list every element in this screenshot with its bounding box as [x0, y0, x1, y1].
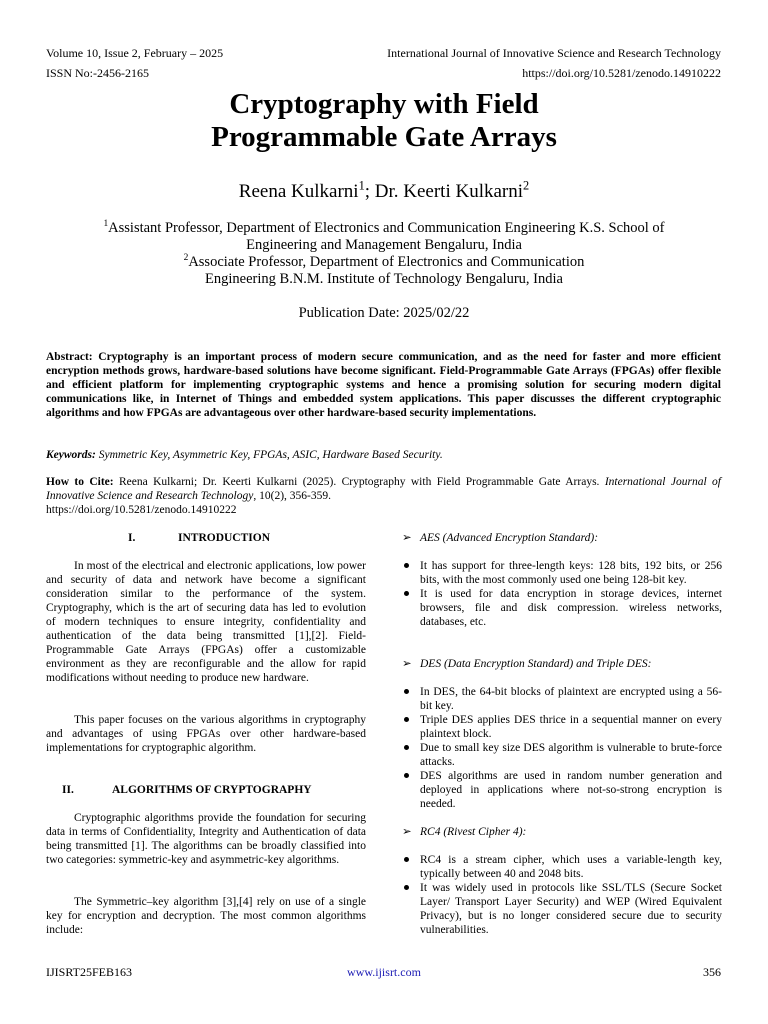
des-heading: [402, 657, 722, 671]
aes-list: [402, 559, 722, 629]
intro-p2-text: This paper focuses on the various algorithms in cryptography and advantages of using FPGAs over other hardware-based implementations for cryptographic algorithm.: [46, 714, 366, 754]
section-2-title: ALGORITHMS OF CRYPTOGRAPHY: [112, 784, 312, 796]
publication-date: Publication Date: 2025/02/22: [298, 305, 470, 321]
abstract-text: Cryptography is an important process of modern secure communication, and as the need for faster and more efficient encryption methods grows, hardware-based solutions have become significant. Field-Programmable Gate Arrays (FPGAs) offer flexible and efficient platform for implementing cryptographic systems and hence a promising solution for securing modern digital communications like, in Internet of Things and embedded system applications. This paper discusses the different cryptographic algorithms and how FPGAs are advantageous over other hardware-based security implementations.: [46, 351, 721, 419]
footer-site-link[interactable]: www.ijisrt.com: [347, 965, 421, 979]
aff-2-line-2: Engineering B.N.M. Institute of Technology Bengaluru, India: [205, 271, 563, 287]
affiliations: [0, 220, 768, 288]
list-item-text: DES algorithms are used in random number generation and deployed in applications where not-so-strong encryption is needed.: [420, 770, 722, 810]
abstract-label: Abstract:: [46, 351, 93, 363]
des-list: [402, 685, 722, 811]
algo-p2-text: The Symmetric–key algorithm [3],[4] rely on use of a single key for encryption and decryption. The most common algorithms include:: [46, 896, 366, 936]
rc4-list: [402, 853, 722, 937]
paper-title: [0, 88, 768, 154]
journal-name: International Journal of Innovative Science and Research Technology: [387, 46, 721, 60]
bullet-icon: [404, 689, 409, 694]
list-item-text: RC4 is a stream cipher, which uses a variable-length key, typically between 40 and 2048 bits.: [420, 854, 722, 880]
cite-label: How to Cite:: [46, 476, 114, 488]
intro-p1-text: In most of the electrical and electronic applications, low power and security of data and network have become a significant consideration similar to the performance of the system. Cryptography, which is the art of securing data has led to evolution of modern techniques to ensure integrity, confidentiality and authentication of the data being transmitted [1],[2]. Field-Programmable Gate Arrays (FPGAs) offer a customizable environment as they are reconfigurable and the allow for rapid modifications without needing to produce new hardware.: [46, 560, 366, 684]
list-item: [402, 853, 722, 881]
bullet-icon: [404, 745, 409, 750]
author-2-sup: 2: [523, 178, 530, 193]
issn: ISSN No:-2456-2165: [46, 66, 150, 80]
section-1-heading: [128, 531, 270, 545]
section-2-heading: [62, 783, 312, 797]
aes-heading: [402, 531, 722, 545]
list-item: [402, 713, 722, 741]
cite-text: Reena Kulkarni; Dr. Keerti Kulkarni (2025). Cryptography with Field Programmable Gate Arrays.: [113, 476, 605, 488]
aff-1-line-1: Assistant Professor, Department of Electronics and Communication Engineering K.S. School of: [108, 220, 665, 236]
section-1-title: INTRODUCTION: [178, 532, 271, 544]
rc4-heading: [402, 825, 722, 839]
aes-heading-text: AES (Advanced Encryption Standard):: [420, 532, 599, 544]
abstract: [46, 350, 721, 420]
list-item: [402, 559, 722, 587]
how-to-cite: [46, 475, 721, 517]
bullet-icon: [404, 563, 409, 568]
arrow-bullet-icon: ➢: [402, 658, 412, 670]
cite-journal: International Journal of Innovative Science and Research Technology: [46, 476, 721, 502]
author-2: ; Dr. Keerti Kulkarni: [364, 181, 524, 202]
algo-paragraph-2: [46, 895, 366, 937]
bullet-icon: [404, 773, 409, 778]
header-doi-link[interactable]: https://doi.org/10.5281/zenodo.14910222: [522, 66, 721, 80]
volume-info: Volume 10, Issue 2, February – 2025: [46, 46, 224, 60]
title-line-2: Programmable Gate Arrays: [211, 121, 557, 153]
article-code: IJISRT25FEB163: [46, 965, 132, 979]
aff-2-line-1: Associate Professor, Department of Electronics and Communication: [188, 254, 585, 270]
keywords-text: Symmetric Key, Asymmetric Key, FPGAs, ASIC, Hardware Based Security.: [95, 449, 443, 461]
list-item: [402, 881, 722, 937]
list-item: [402, 685, 722, 713]
rc4-heading-text: RC4 (Rivest Cipher 4):: [420, 826, 527, 838]
author-1-sup: 1: [358, 178, 365, 193]
bullet-icon: [404, 717, 409, 722]
arrow-bullet-icon: ➢: [402, 826, 412, 838]
bullet-icon: [404, 885, 409, 890]
cite-doi-link[interactable]: https://doi.org/10.5281/zenodo.14910222: [46, 504, 237, 516]
author-1: Reena Kulkarni: [238, 181, 359, 202]
list-item-text: It has support for three-length keys: 128 bits, 192 bits, or 256 bits, with the most commonly used one being 128-bit key.: [420, 560, 722, 586]
aff-2-sup: 2: [183, 253, 189, 264]
algo-paragraph-1: [46, 811, 366, 867]
section-1-number: I.: [128, 532, 136, 544]
list-item-text: Due to small key size DES algorithm is vulnerable to brute-force attacks.: [420, 742, 722, 768]
title-line-1: Cryptography with Field: [229, 88, 539, 120]
list-item: [402, 587, 722, 629]
intro-paragraph-1: [46, 559, 366, 685]
list-item-text: In DES, the 64-bit blocks of plaintext are encrypted using a 56-bit key.: [420, 686, 722, 712]
intro-paragraph-2: [46, 713, 366, 755]
list-item: [402, 769, 722, 811]
aff-1-sup: 1: [103, 219, 109, 230]
section-2-number: II.: [62, 784, 74, 796]
aff-1-line-2: Engineering and Management Bengaluru, India: [246, 237, 522, 253]
list-item-text: It was widely used in protocols like SSL/TLS (Secure Socket Layer/ Transport Layer Security) and WEP (Wired Equivalent Privacy), but is no longer considered secure due to security vulnerabilities.: [420, 882, 722, 936]
cite-volume: , 10(2), 356-359.: [253, 490, 331, 502]
list-item: [402, 741, 722, 769]
bullet-icon: [404, 857, 409, 862]
list-item-text: Triple DES applies DES thrice in a sequential manner on every plaintext block.: [420, 714, 722, 740]
algo-p1-text: Cryptographic algorithms provide the foundation for securing data in terms of Confidentiality, Integrity and Authentication of data being transmitted [1]. The algorithms can be broadly classified into two categories: symmetric-key and asymmetric-key algorithms.: [46, 812, 366, 866]
arrow-bullet-icon: ➢: [402, 532, 412, 544]
bullet-icon: [404, 591, 409, 596]
des-heading-text: DES (Data Encryption Standard) and Triple DES:: [420, 658, 652, 670]
keywords: [46, 448, 721, 462]
page-number: 356: [703, 965, 721, 979]
keywords-label: Keywords:: [46, 449, 96, 461]
author-list: [0, 180, 768, 204]
list-item-text: It is used for data encryption in storage devices, internet browsers, file and disk compression. wireless networks, databases, etc.: [420, 588, 722, 628]
